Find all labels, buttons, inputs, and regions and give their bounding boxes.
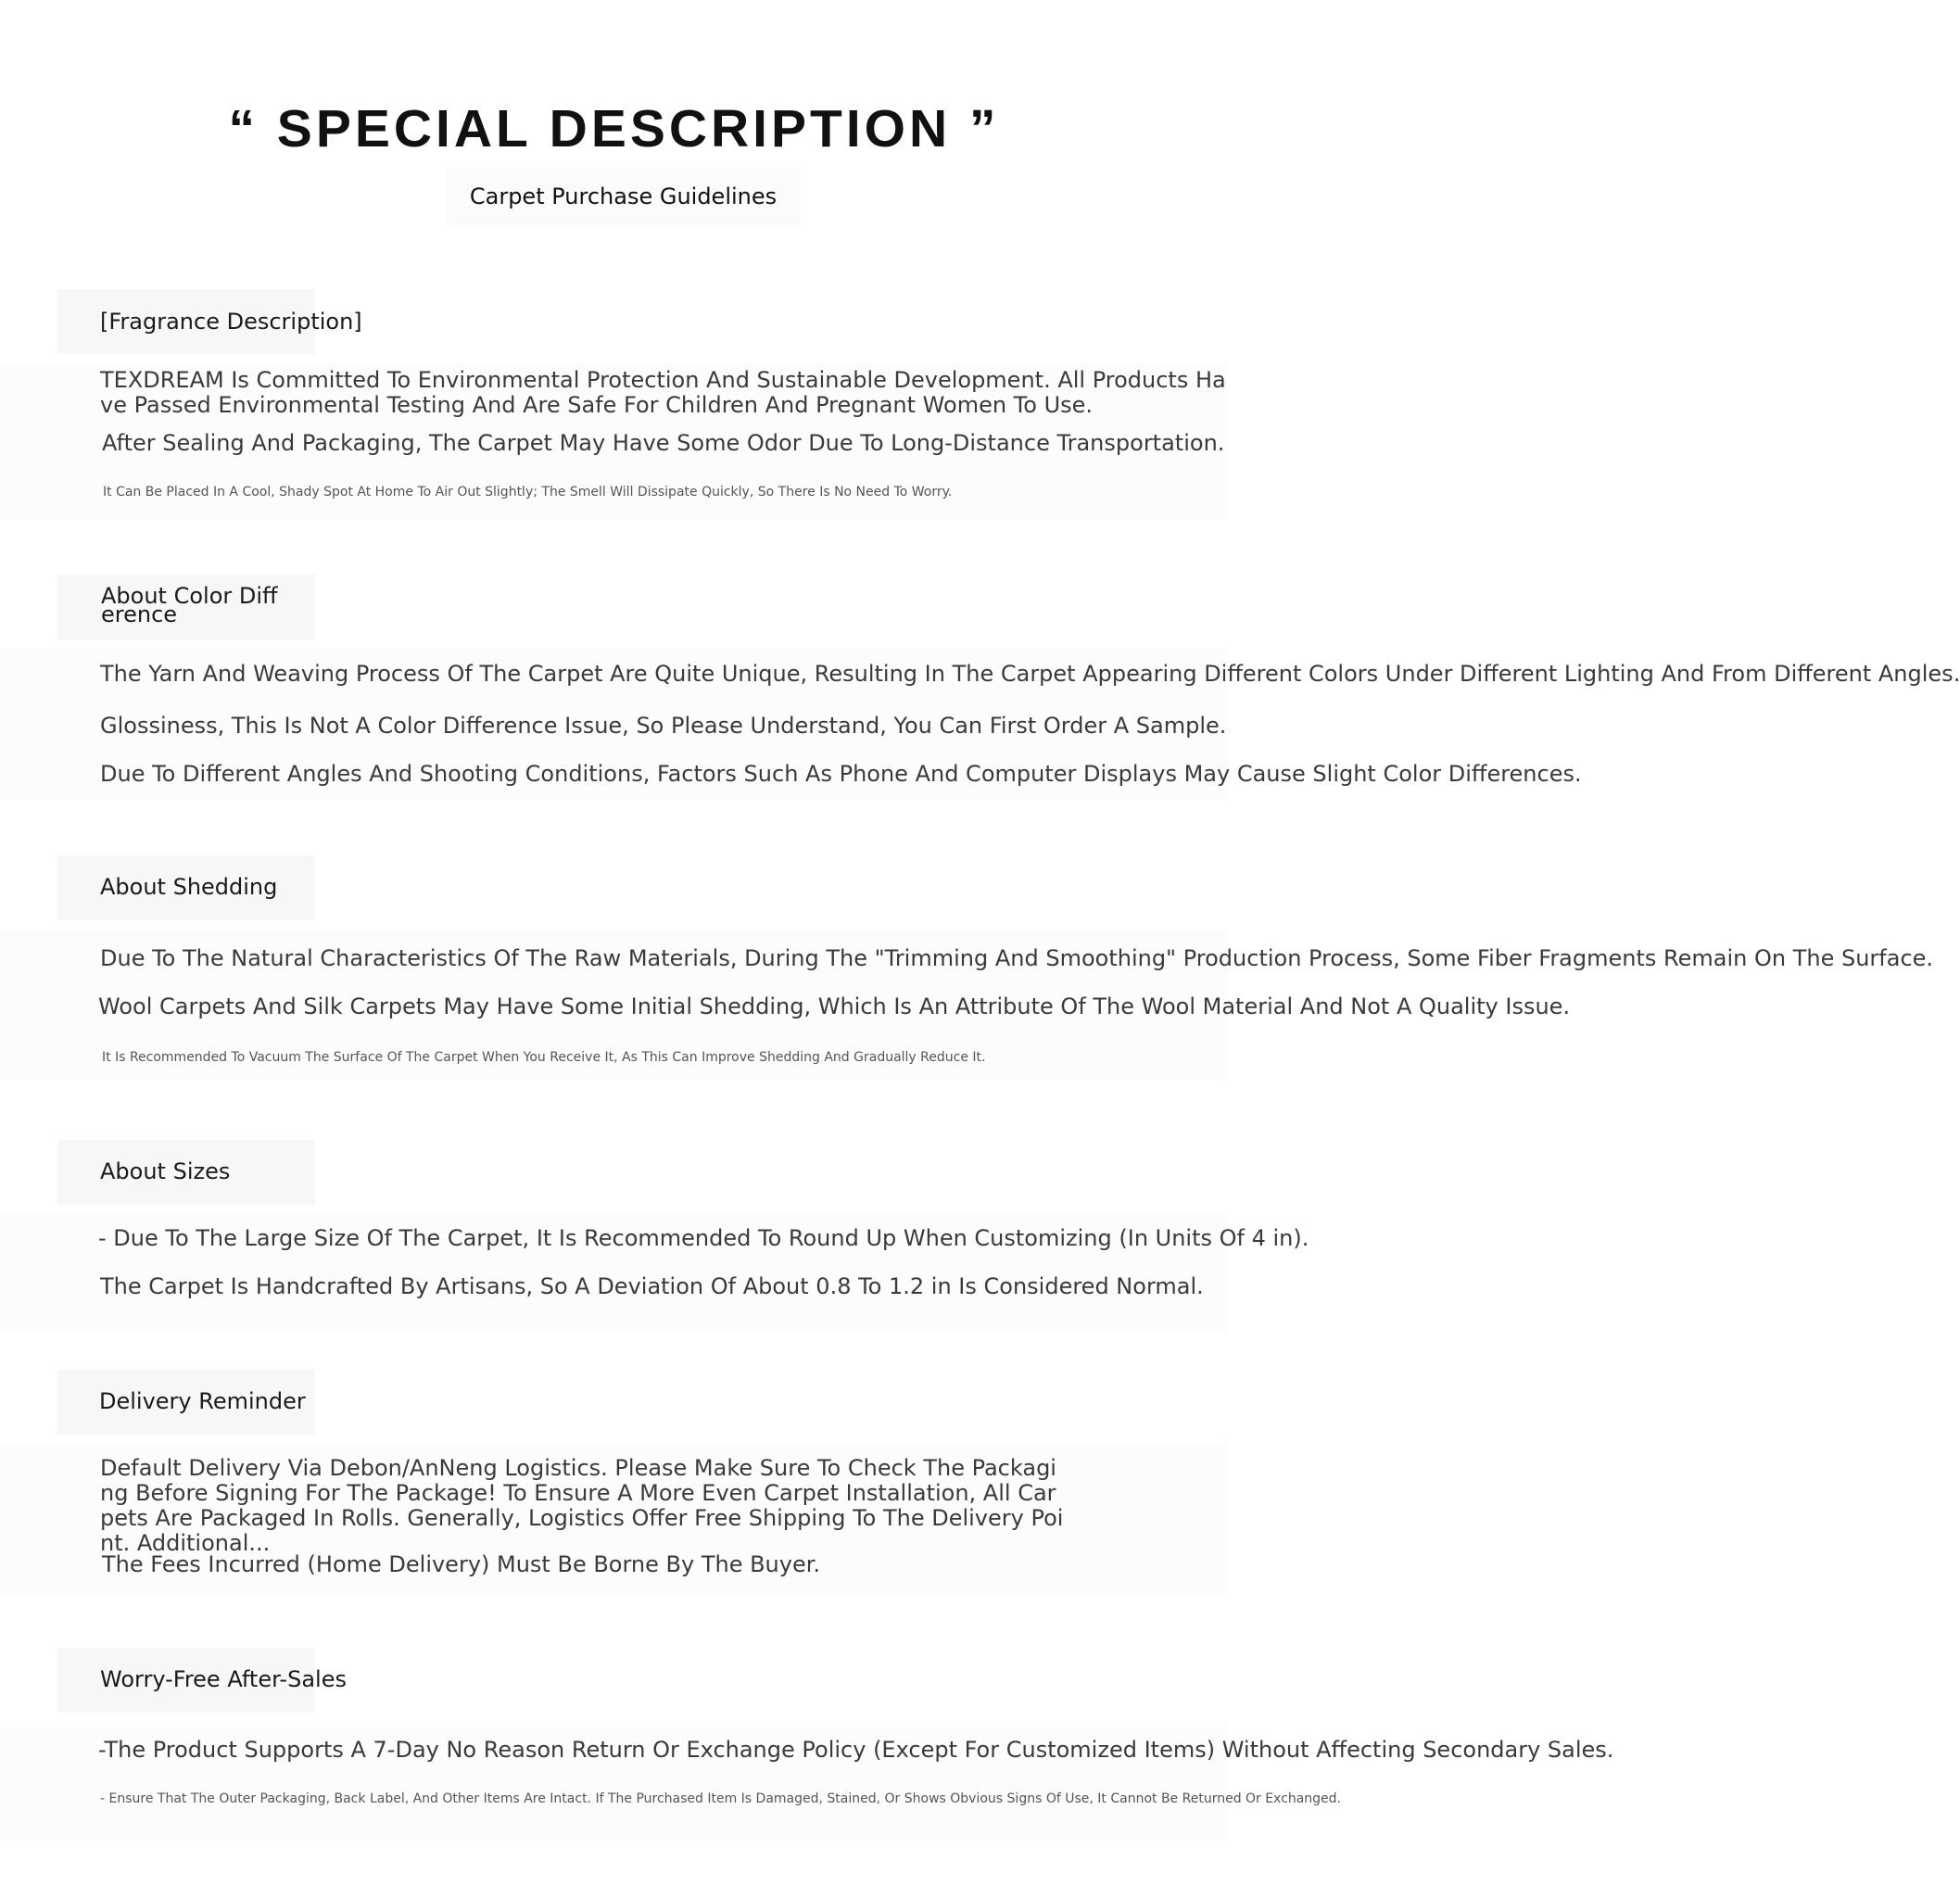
fragrance-text-3: It Can Be Placed In A Cool, Shady Spot At Home To Air Out Slightly; The Smell Will Dissipate Quickly, So There Is No Need To Worry. xyxy=(103,485,953,500)
color-text-2: Glossiness, This Is Not A Color Difference Issue, So Please Understand, You Can First Order A Sample. xyxy=(100,713,1227,739)
color-text-1: The Yarn And Weaving Process Of The Carpet Are Quite Unique, Resulting In The Carpet Appearing Different Colors Under Different Lighting And From Different Angles. xyxy=(100,661,1960,687)
section-heading-fragrance: [Fragrance Description] xyxy=(100,309,362,335)
section-heading-color-difference: About Color Difference xyxy=(101,583,278,627)
after-sales-text-2: - Ensure That The Outer Packaging, Back Label, And Other Items Are Intact. If The Purchased Item Is Damaged, Stained, Or Shows Obvious Signs Of Use, It Cannot Be Returned Or Exchanged. xyxy=(100,1791,1341,1806)
shedding-text-3: It Is Recommended To Vacuum The Surface Of The Carpet When You Receive It, As This Can Improve Shedding And Gradually Reduce It. xyxy=(102,1050,986,1065)
delivery-text-2: The Fees Incurred (Home Delivery) Must Be Borne By The Buyer. xyxy=(102,1551,821,1577)
sizes-text-2: The Carpet Is Handcrafted By Artisans, So A Deviation Of About 0.8 To 1.2 in Is Considered Normal. xyxy=(100,1273,1204,1299)
page-subtitle: Carpet Purchase Guidelines xyxy=(469,183,778,209)
section-heading-delivery: Delivery Reminder xyxy=(99,1388,306,1414)
page-title: “ SPECIAL DESCRIPTION ” xyxy=(228,99,1000,158)
section-heading-after-sales: Worry-Free After-Sales xyxy=(100,1666,347,1692)
shedding-text-2: Wool Carpets And Silk Carpets May Have Some Initial Shedding, Which Is An Attribute Of The Wool Material And Not A Quality Issue. xyxy=(98,993,1571,1019)
color-text-3: Due To Different Angles And Shooting Conditions, Factors Such As Phone And Computer Displays May Cause Slight Color Differences. xyxy=(100,761,1582,787)
after-sales-text-1: -The Product Supports A 7-Day No Reason Return Or Exchange Policy (Except For Customized Items) Without Affecting Secondary Sales. xyxy=(98,1737,1614,1763)
sizes-text-1: - Due To The Large Size Of The Carpet, It Is Recommended To Round Up When Customizing (In Units Of 4 in). xyxy=(98,1225,1309,1251)
fragrance-text-1: TEXDREAM Is Committed To Environmental Protection And Sustainable Development. All Products Have Passed Environmental Testing And Are Safe For Children And Pregnant Women To Use. xyxy=(100,367,1226,418)
section-heading-shedding: About Shedding xyxy=(100,874,278,900)
delivery-text-1: Default Delivery Via Debon/AnNeng Logistics. Please Make Sure To Check The Packaging Before Signing For The Package! To Ensure A More Even Carpet Installation, All Carpets Are Packaged In Rolls. Generally, Logistics Offer Free Shipping To The Delivery Point. Additional... xyxy=(100,1455,1064,1556)
shedding-text-1: Due To The Natural Characteristics Of The Raw Materials, During The "Trimming And Smoothing" Production Process, Some Fiber Fragments Remain On The Surface. xyxy=(100,945,1934,971)
section-heading-sizes: About Sizes xyxy=(100,1158,231,1184)
fragrance-text-2: After Sealing And Packaging, The Carpet May Have Some Odor Due To Long-Distance Transportation. xyxy=(102,430,1225,456)
